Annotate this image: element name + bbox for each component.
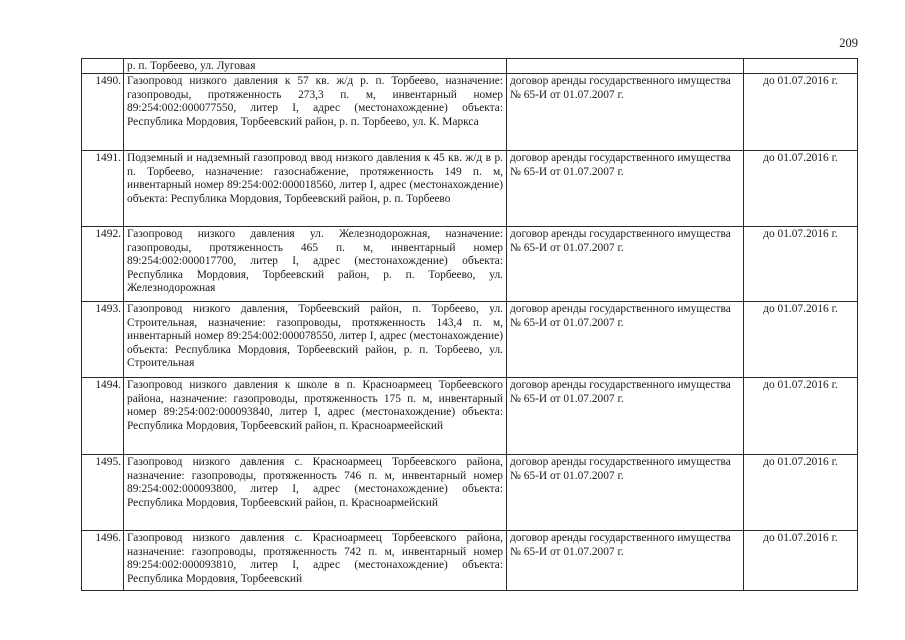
table-row <box>82 227 858 302</box>
property-description: Газопровод низкого давления с. Красноармеец Торбеевского района, назначение: газопроводы, протяженность 746 п. м, инвентарный номер 89:254:002:000093800, литер I, адрес (местонахождение) объекта: Республика Мордовия, Торбеевский район, п. Красноармейский <box>124 455 507 531</box>
table-row <box>82 151 858 227</box>
property-description: Газопровод низкого давления к 57 кв. ж/д р. п. Торбеево, назначение: газопроводы, протяженность 273,3 п. м, инвентарный номер 89:254:002:000077550, литер I, адрес (местонахождение) объекта: Республика Мордовия, Торбеевский район, р. п. Торбеево, ул. К. Маркса <box>124 74 507 151</box>
row-number: 1492. <box>82 227 124 302</box>
property-description: Газопровод низкого давления к школе в п. Красноармеец Торбеевского района, назначение: газопроводы, протяженность 175 п. м, инвентарный номер 89:254:002:000093840, литер I, адрес (местонахождение) объекта: Республика Мордовия, Торбеевский район, п. Красноармеейский <box>124 378 507 455</box>
legal-basis-cell <box>507 59 744 74</box>
legal-basis: договор аренды государственного имущества № 65-И от 01.07.2007 г. <box>507 302 744 378</box>
property-description: р. п. Торбеево, ул. Луговая <box>124 59 507 74</box>
lease-term: до 01.07.2016 г. <box>744 227 858 302</box>
property-registry-table <box>81 58 858 591</box>
term-cell <box>744 59 858 74</box>
legal-basis: договор аренды государственного имущества № 65-И от 01.07.2007 г. <box>507 227 744 302</box>
row-number: 1493. <box>82 302 124 378</box>
table-row <box>82 74 858 151</box>
row-number: 1490. <box>82 74 124 151</box>
legal-basis: договор аренды государственного имущества № 65-И от 01.07.2007 г. <box>507 151 744 227</box>
lease-term: до 01.07.2016 г. <box>744 302 858 378</box>
table-row-continuation <box>82 59 858 74</box>
row-number-cell <box>82 59 124 74</box>
lease-term: до 01.07.2016 г. <box>744 378 858 455</box>
page-number: 209 <box>839 36 858 50</box>
row-number: 1494. <box>82 378 124 455</box>
legal-basis: договор аренды государственного имущества № 65-И от 01.07.2007 г. <box>507 531 744 591</box>
table-row <box>82 302 858 378</box>
row-number: 1496. <box>82 531 124 591</box>
lease-term: до 01.07.2016 г. <box>744 455 858 531</box>
legal-basis: договор аренды государственного имущества № 65-И от 01.07.2007 г. <box>507 74 744 151</box>
property-description: Газопровод низкого давления с. Красноармеец Торбеевского района, назначение: газопроводы, протяженность 742 п. м, инвентарный номер 89:254:002:000093810, литер I, адрес (местонахождение) объекта: Республика Мордовия, Торбеевский <box>124 531 507 591</box>
lease-term: до 01.07.2016 г. <box>744 74 858 151</box>
legal-basis: договор аренды государственного имущества № 65-И от 01.07.2007 г. <box>507 455 744 531</box>
table-row <box>82 378 858 455</box>
property-description: Газопровод низкого давления, Торбеевский район, п. Торбеево, ул. Строительная, назначение: газопроводы, протяженность 143,4 п. м, инвентарный номер 89:254:002:000078550, литер I, адрес (местонахождение) объекта: Республика Мордовия, Торбеевский район, р. п. Торбеево, ул. Строительная <box>124 302 507 378</box>
table-row <box>82 455 858 531</box>
property-description: Газопровод низкого давления ул. Железнодорожная, назначение: газопроводы, протяженность 465 п. м, инвентарный номер 89:254:002:000017700, литер I, адрес (местонахождение) объекта: Республика Мордовия, Торбеевский район, р. п. Торбеево, ул. Железнодорожная <box>124 227 507 302</box>
row-number: 1491. <box>82 151 124 227</box>
property-description: Подземный и надземный газопровод ввод низкого давления к 45 кв. ж/д в р. п. Торбеево, назначение: газоснабжение, протяженность 149 п. м, инвентарный номер 89:254:002:000018560, литер I, адрес (местонахождение) объекта: Республика Мордовия, Торбеевский район, р. п. Торбеево <box>124 151 507 227</box>
legal-basis: договор аренды государственного имущества № 65-И от 01.07.2007 г. <box>507 378 744 455</box>
table-row <box>82 531 858 591</box>
lease-term: до 01.07.2016 г. <box>744 531 858 591</box>
lease-term: до 01.07.2016 г. <box>744 151 858 227</box>
row-number: 1495. <box>82 455 124 531</box>
